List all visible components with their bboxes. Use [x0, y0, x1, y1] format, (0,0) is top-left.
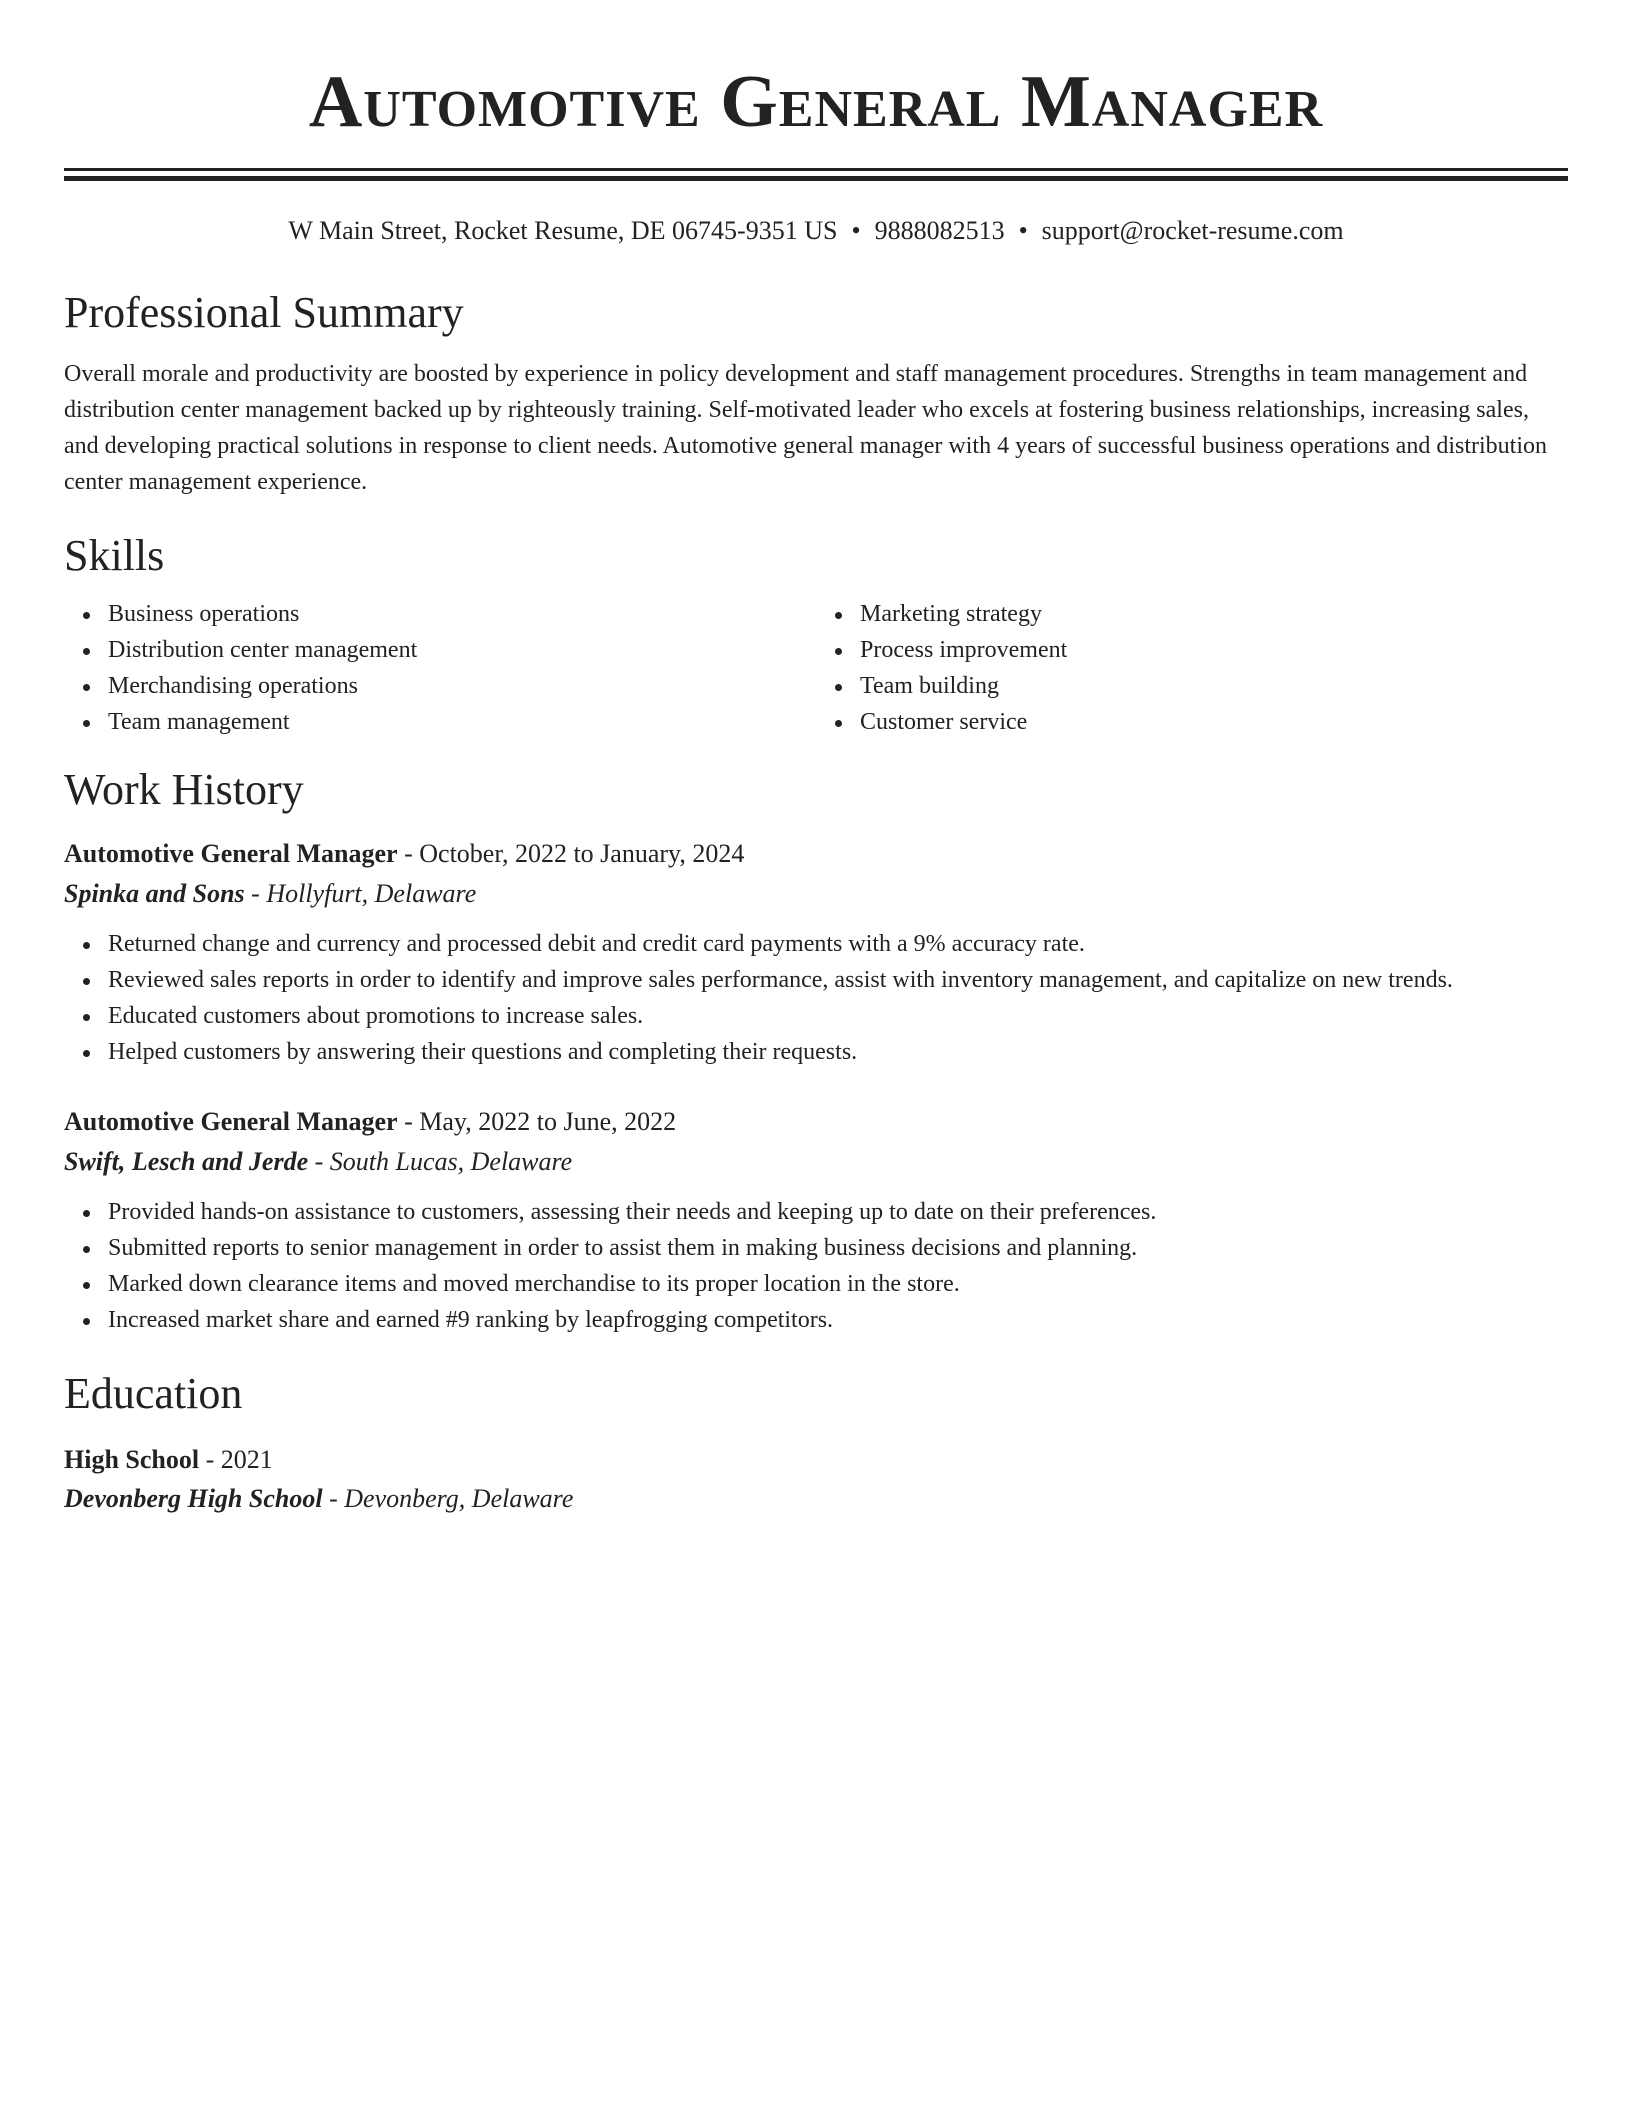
education-location: Devonberg, Delaware — [344, 1484, 574, 1513]
job-company-line: Swift, Lesch and Jerde - South Lucas, Delaware — [64, 1147, 573, 1176]
skill-item: Team building — [860, 668, 1568, 704]
job-title-line: Automotive General Manager - October, 2022 to January, 2024 — [64, 839, 745, 868]
education-degree: High School — [64, 1445, 200, 1474]
job-bullets — [64, 926, 1568, 1070]
contact-separator: • — [851, 216, 861, 245]
job-location: Hollyfurt, Delaware — [266, 879, 477, 908]
education-heading: Education — [64, 1369, 243, 1418]
job-bullet: Educated customers about promotions to increase sales. — [108, 998, 1568, 1034]
job-company: Swift, Lesch and Jerde — [64, 1147, 309, 1176]
job-bullet: Returned change and currency and processed debit and credit card payments with a 9% accuracy rate. — [108, 926, 1568, 962]
work-history-heading: Work History — [64, 765, 304, 814]
resume-name-heading: Automotive General Manager — [308, 61, 1324, 143]
job-bullet: Provided hands-on assistance to customers, assessing their needs and keeping up to date on their preferences. — [108, 1194, 1568, 1230]
job-title: Automotive General Manager — [64, 1107, 398, 1136]
education-entry — [64, 1440, 1568, 1518]
skill-item: Marketing strategy — [860, 596, 1568, 632]
contact-email: support@rocket-resume.com — [1041, 216, 1344, 245]
education-school-line: Devonberg High School - Devonberg, Delaware — [64, 1484, 574, 1513]
job-title: Automotive General Manager — [64, 839, 398, 868]
skill-item: Process improvement — [860, 632, 1568, 668]
contact-separator: • — [1018, 216, 1028, 245]
summary-text: Overall morale and productivity are boosted by experience in policy development and staff management procedures. Strengths in team management and distribution center management backed up by righteously training. Self-motivated leader who excels at fostering business relationships, increasing sales, and developing practical solutions in response to client needs. Automotive general manager with 4 years of successful business operations and distribution center management experience. — [64, 361, 1547, 495]
job-bullets — [64, 1194, 1568, 1338]
summary-heading: Professional Summary — [64, 288, 464, 337]
skill-item: Merchandising operations — [108, 668, 816, 704]
education-degree-line: High School - 2021 — [64, 1445, 273, 1474]
education-school: Devonberg High School — [64, 1484, 323, 1513]
job-entry — [64, 834, 1568, 1070]
job-entry — [64, 1102, 1568, 1338]
job-bullet: Submitted reports to senior management in order to assist them in making business decisions and planning. — [108, 1230, 1568, 1266]
skills-left-list — [64, 596, 816, 740]
job-company: Spinka and Sons — [64, 879, 245, 908]
job-title-line: Automotive General Manager - May, 2022 to June, 2022 — [64, 1107, 677, 1136]
contact-phone: 9888082513 — [874, 216, 1005, 245]
job-bullet: Increased market share and earned #9 ranking by leapfrogging competitors. — [108, 1302, 1568, 1338]
skills-right-list — [816, 596, 1568, 740]
skills-heading: Skills — [64, 531, 165, 580]
skill-item: Customer service — [860, 704, 1568, 740]
contact-line — [64, 215, 1568, 247]
education-year: 2021 — [220, 1445, 273, 1474]
job-bullet: Helped customers by answering their questions and completing their requests. — [108, 1034, 1568, 1070]
skill-item: Team management — [108, 704, 816, 740]
job-bullet: Reviewed sales reports in order to identify and improve sales performance, assist with inventory management, and capitalize on new trends. — [108, 962, 1568, 998]
job-bullet: Marked down clearance items and moved merchandise to its proper location in the store. — [108, 1266, 1568, 1302]
header-double-rule — [64, 168, 1568, 181]
job-location: South Lucas, Delaware — [329, 1147, 573, 1176]
contact-address: W Main Street, Rocket Resume, DE 06745-9351 US — [288, 216, 838, 245]
skill-item: Business operations — [108, 596, 816, 632]
skills-columns — [64, 596, 1568, 740]
job-dates: May, 2022 to June, 2022 — [419, 1107, 677, 1136]
job-dates: October, 2022 to January, 2024 — [419, 839, 745, 868]
skill-item: Distribution center management — [108, 632, 816, 668]
job-company-line: Spinka and Sons - Hollyfurt, Delaware — [64, 879, 477, 908]
